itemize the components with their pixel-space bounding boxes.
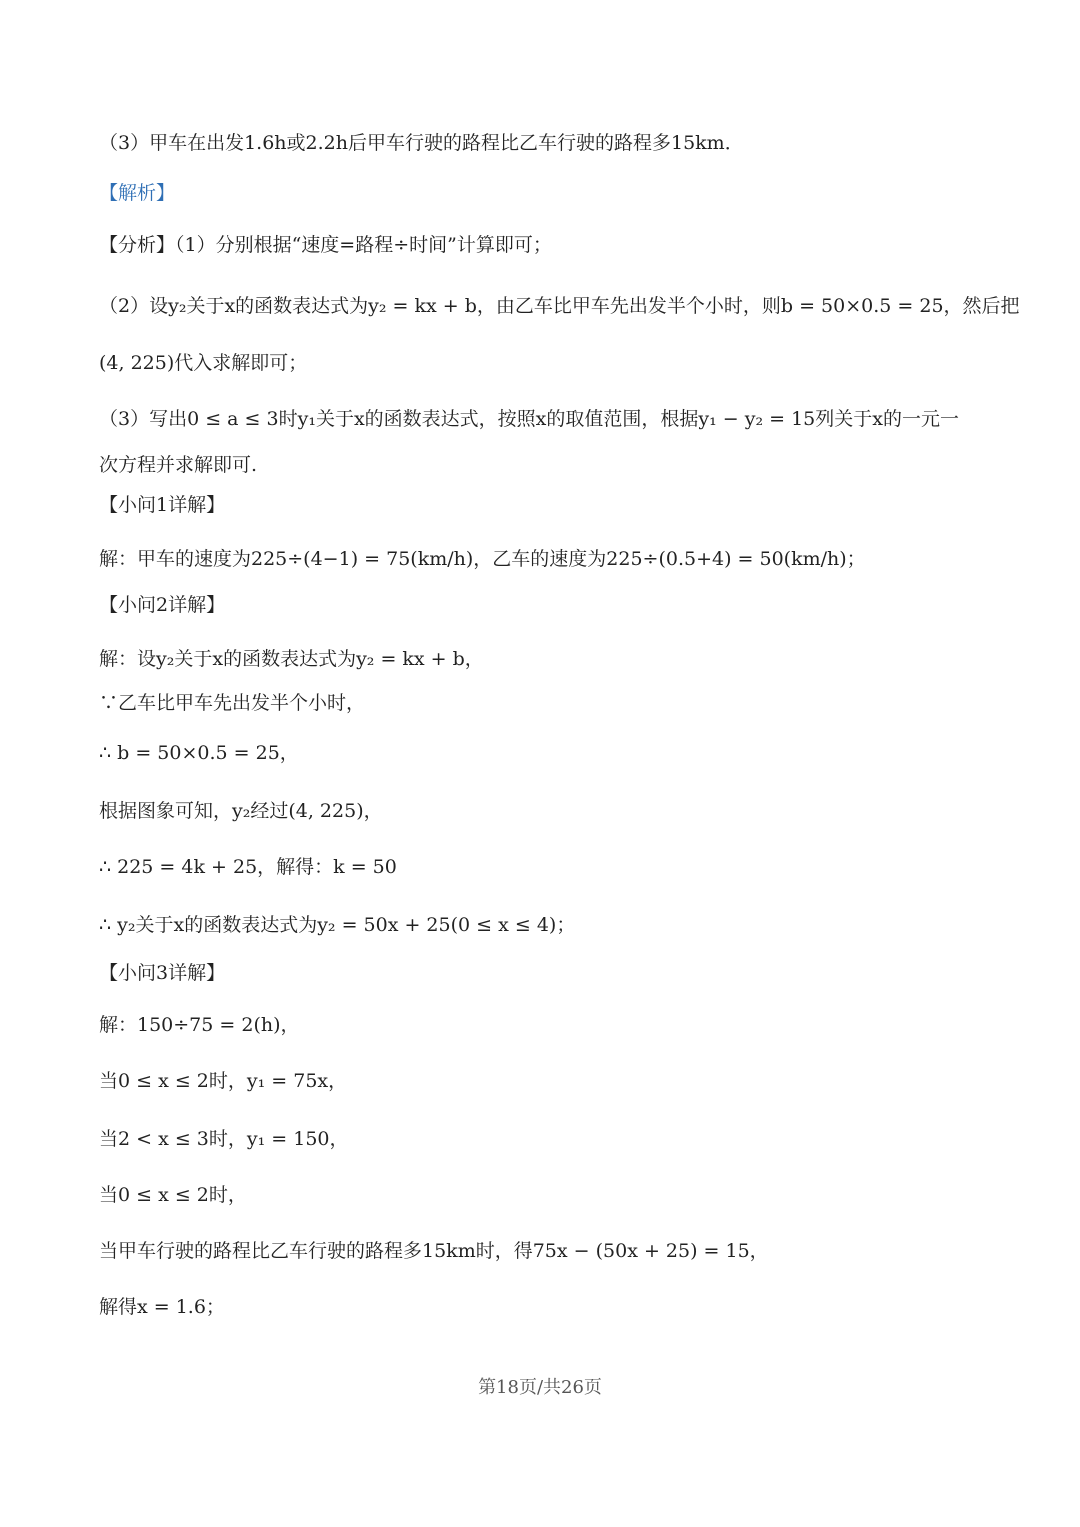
answer-line-3: （3）甲车在出发1.6h或2.2h后甲车行驶的路程比乙车行驶的路程多15km． [99,132,744,154]
solution-2-line-5: ∴ 225 = 4k + 25，解得：k = 50 [99,856,397,878]
section-heading-analysis: 【解析】 [99,182,176,204]
subquestion-3-heading: 【小问3详解】 [99,962,226,984]
analysis-line-2-cont: (4, 225)代入求解即可； [99,352,308,374]
solution-2-line-3: ∴ b = 50×0.5 = 25， [99,742,299,764]
solution-2-line-6: ∴ y₂关于x的函数表达式为y₂ = 50x + 25(0 ≤ x ≤ 4)； [99,914,576,936]
solution-3-line-1: 解：150÷75 = 2(h)， [99,1014,300,1036]
page-number-footer: 第18页/共26页 [478,1377,602,1398]
solution-1-line: 解：甲车的速度为225÷(4−1) = 75(km/h)，乙车的速度为225÷(0.5+4) = 50(km/h)； [99,548,866,570]
subquestion-2-heading: 【小问2详解】 [99,594,226,616]
solution-2-line-2: ∵乙车比甲车先出发半个小时， [99,692,366,714]
subquestion-1-heading: 【小问1详解】 [99,494,226,516]
solution-3-line-5: 当甲车行驶的路程比乙车行驶的路程多15km时，得75x − (50x + 25) = 15， [99,1240,769,1262]
solution-3-line-6: 解得x = 1.6； [99,1296,225,1318]
analysis-line-1: 【分析】（1）分别根据“速度=路程÷时间”计算即可； [99,234,552,256]
solution-2-line-4: 根据图象可知，y₂经过(4, 225)， [99,800,383,822]
analysis-line-3: （3）写出0 ≤ a ≤ 3时y₁关于x的函数表达式，按照x的取值范围，根据y₁ − y₂ = 15列关于x的一元一 [99,408,959,430]
solution-2-line-1: 解：设y₂关于x的函数表达式为y₂ = kx + b， [99,648,484,670]
solution-3-line-4: 当0 ≤ x ≤ 2时， [99,1184,247,1206]
solution-3-line-3: 当2 < x ≤ 3时，y₁ = 150， [99,1128,349,1150]
analysis-line-3-cont: 次方程并求解即可. [99,454,258,476]
solution-3-line-2: 当0 ≤ x ≤ 2时，y₁ = 75x， [99,1070,348,1092]
analysis-line-2: （2）设y₂关于x的函数表达式为y₂ = kx + b，由乙车比甲车先出发半个小时，则b = 50×0.5 = 25，然后把 [99,295,1020,317]
